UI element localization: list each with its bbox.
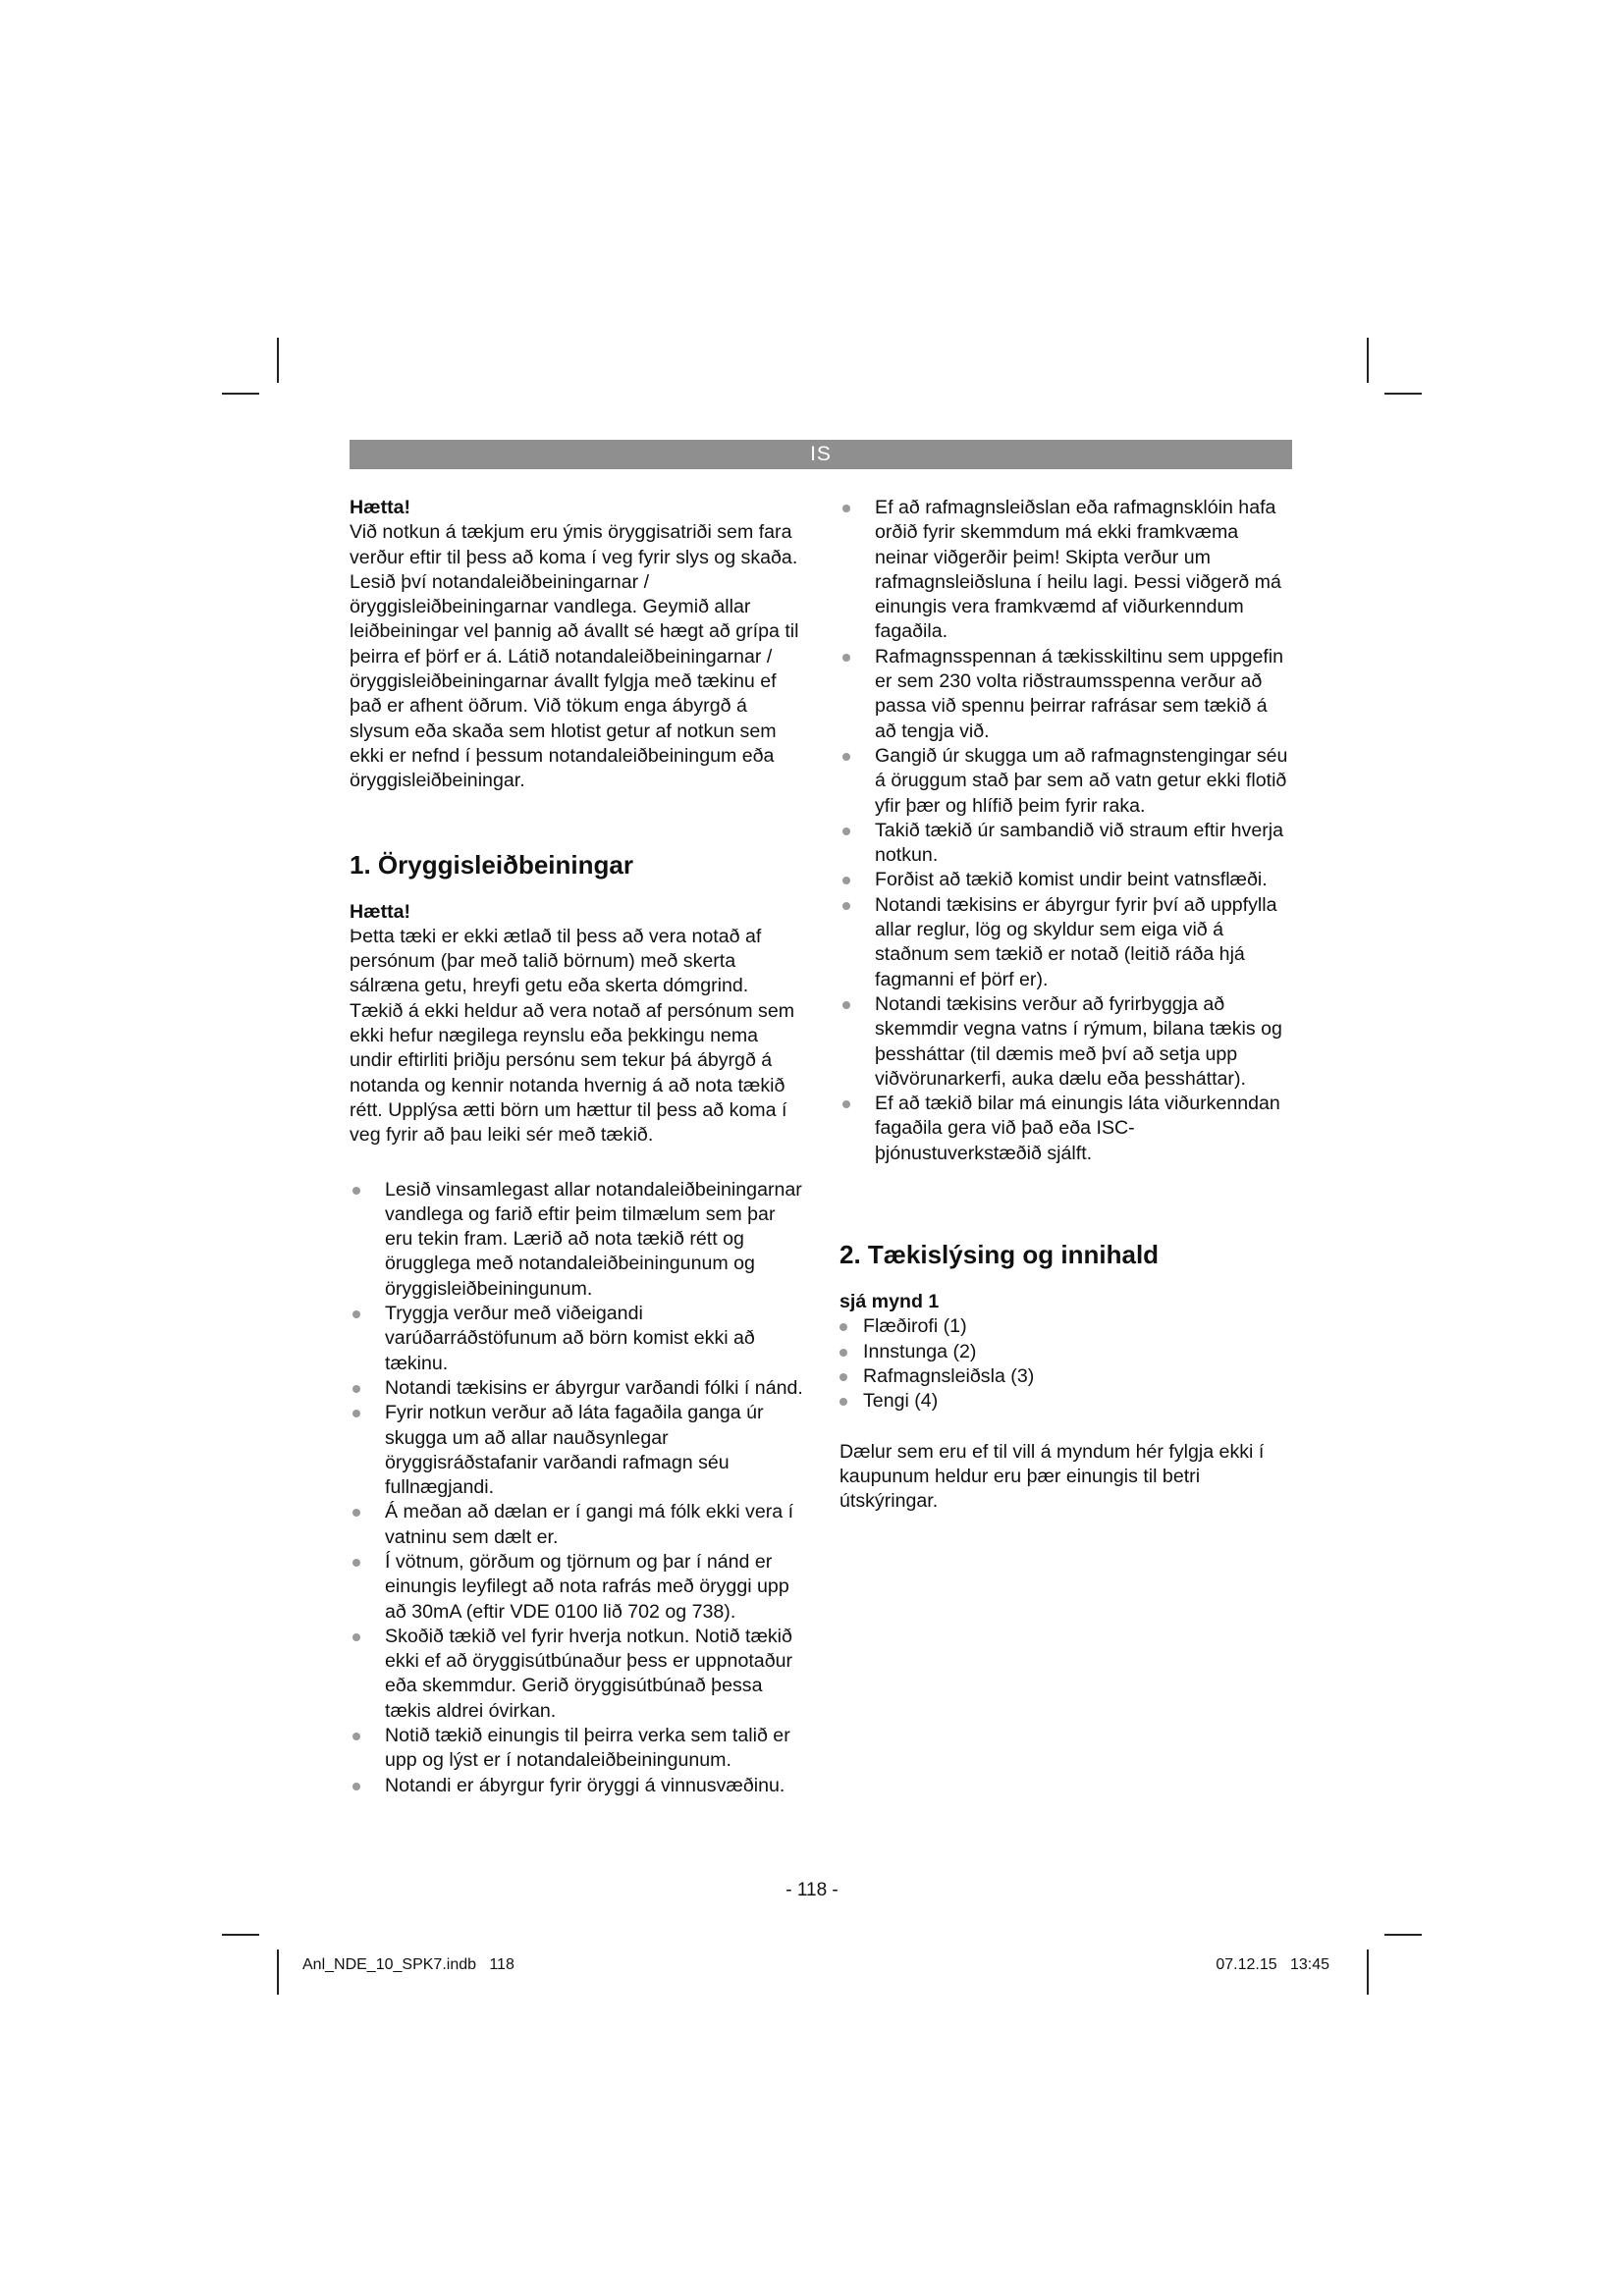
bullet-icon (839, 1373, 847, 1381)
page-number: - 118 - (785, 1880, 839, 1900)
list-item: Notandi tækisins er ábyrgur varðandi fólki í nánd. (350, 1376, 803, 1401)
language-header-bar (350, 440, 1292, 469)
list-item: Í vötnum, görðum og tjörnum og þar í nánd er einungis leyfilegt að nota rafrás með öryggi upp að 30mA (eftir VDE 0100 lið 702 og 738). (350, 1550, 803, 1625)
bullet-icon (352, 1509, 360, 1517)
bullet-icon (352, 1633, 360, 1641)
section-1-warning-text: Þetta tæki er ekki ætlað til þess að vera notað af persónum (þar með talið börnum) með skerta sálræna getu, hreyfi getu eða skerta dómgrind. Tækið á ekki heldur að vera notað af persónum sem ekki hefur nægilega reynslu eða þekkingu nema undir eftirliti þriðju persónu sem tekur þá ábyrgð á notanda og kennir notanda hvernig á að nota tækið rétt. Upplýsa ætti börn um hættur til þess að koma í veg fyrir að þau leiki sér með tækið. (350, 925, 795, 1147)
list-item: Flæðirofi (1) (839, 1314, 1293, 1339)
crop-mark (277, 338, 279, 383)
list-item: Notandi tækisins verður að fyrirbyggja að skemmdir vegna vatns í rýmum, bilana tækis og þessháttar (til dæmis með því að setja upp viðvörunarkerfi, auka dælu eða þessháttar). (839, 992, 1293, 1092)
crop-mark (1367, 1949, 1369, 1995)
list-item: Ef að rafmagnsleiðslan eða rafmagnsklóin hafa orðið fyrir skemmdum má ekki framkvæma neinar viðgerðir þeim! Skipta verður um rafmagnsleiðsluna í heilu lagi. Þessi viðgerð má einungis vera framkvæmd af viðurkenndum fagaðila. (839, 496, 1293, 645)
list-item: Notandi tækisins er ábyrgur fyrir því að uppfylla allar reglur, lög og skyldur sem eiga við á staðnum sem tækið er notað (leitið ráða hjá fagmanni ef þörf er). (839, 893, 1293, 992)
list-item: Notandi er ábyrgur fyrir öryggi á vinnusvæðinu. (350, 1774, 803, 1798)
bullet-icon (842, 753, 850, 761)
bullet-icon (352, 1783, 360, 1790)
list-item: Fyrir notkun verður að láta fagaðila ganga úr skugga um að allar nauðsynlegar öryggisráðstafanir varðandi rafmagn séu fullnægjandi. (350, 1401, 803, 1500)
bullet-icon (842, 902, 850, 910)
bullet-icon (842, 1100, 850, 1108)
right-column (839, 496, 1293, 1514)
bullet-icon (842, 877, 850, 884)
bullet-icon (839, 1398, 847, 1406)
list-item: Tengi (4) (839, 1389, 1293, 1414)
bullet-icon (842, 654, 850, 662)
bullet-icon (839, 1323, 847, 1331)
file-label: Anl_NDE_10_SPK7.indb 118 (302, 1956, 514, 1973)
list-item: Ef að tækið bilar má einungis láta viðurkenndan fagaðila gera við það eða ISC-þjónustuverkstæðið sjálft. (839, 1092, 1293, 1166)
list-item: Tryggja verður með viðeigandi varúðarráðstöfunum að börn komist ekki að tækinu. (350, 1302, 803, 1376)
crop-mark (222, 1934, 259, 1936)
section-1-warning-title: Hætta! (350, 900, 411, 923)
list-item: Gangið úr skugga um að rafmagnstengingar séu á öruggum stað þar sem að vatn getur ekki flotið yfir þær og hlífið þeim fyrir raka. (839, 744, 1293, 819)
list-item: Rafmagnsleiðsla (3) (839, 1364, 1293, 1389)
list-item: Lesið vinsamlegast allar notandaleiðbeiningarnar vandlega og farið eftir þeim tilmælum sem þar eru tekin fram. Lærið að nota tækið rétt og örugglega með notandaleiðbeiningunum og öryggisleiðbeiningunum. (350, 1178, 803, 1302)
intro-warning-title: Hætta! (350, 497, 411, 518)
list-item: Takið tækið úr sambandið við straum eftir hverja notkun. (839, 819, 1293, 869)
intro-warning-text: Við notkun á tækjum eru ýmis öryggisatriði sem fara verður eftir til þess að koma í veg fyrir slys og skaða. Lesið því notandaleiðbeiningarnar / öryggisleiðbeiningarnar vandlega. Geymið allar leiðbeiningar vel þannig að ávallt sé hægt að grípa til þeirra ef þörf er á. Látið notandaleiðbeiningarnar / öryggisleiðbeiningarnar ávallt fylgja með tækinu ef það er afhent öðrum. Við tökum enga ábyrgð á slysum eða skaða sem hlotist getur af notkun sem ekki er nefnd í þessum notandaleiðbeiningum eða öryggisleiðbeiningar. (350, 521, 799, 792)
safety-bullet-list-continued (839, 496, 1293, 1166)
list-item: Skoðið tækið vel fyrir hverja notkun. Notið tækið ekki ef að öryggisútbúnaður þess er uppnotaður eða skemmdur. Gerið öryggisútbúnað þessa tækis aldrei óvirkan. (350, 1625, 803, 1724)
crop-mark (1367, 338, 1369, 383)
list-item: Forðist að tækið komist undir beint vatnsflæði. (839, 868, 1293, 892)
bullet-icon (352, 1310, 360, 1318)
crop-mark (277, 1949, 279, 1995)
section-1-heading: 1. Öryggisleiðbeiningar (350, 849, 633, 880)
bullet-icon (352, 1733, 360, 1740)
crop-mark (222, 393, 259, 395)
list-item: Rafmagnsspennan á tækisskiltinu sem uppgefin er sem 230 volta riðstraumsspenna verður að passa við spennu þeirrar rafrásar sem tækið á að tengja við. (839, 645, 1293, 744)
parts-list (839, 1314, 1293, 1414)
bullet-icon (352, 1410, 360, 1417)
language-code: IS (810, 443, 832, 465)
bullet-icon (839, 1349, 847, 1357)
list-item: Á meðan að dælan er í gangi má fólk ekki vera í vatninu sem dælt er. (350, 1500, 803, 1550)
section-2-heading: 2. Tækislýsing og innihald (839, 1240, 1160, 1270)
crop-mark (1384, 1934, 1422, 1936)
bullet-icon (842, 505, 850, 512)
crop-mark (1384, 393, 1422, 395)
left-column (350, 496, 803, 1798)
safety-bullet-list (350, 1178, 803, 1798)
section-2-note: Dælur sem eru ef til vill á myndum hér fylgja ekki í kaupunum heldur eru þær einungis til betri útskýringar. (839, 1440, 1265, 1513)
bullet-icon (352, 1385, 360, 1393)
bullet-icon (352, 1559, 360, 1567)
bullet-icon (842, 828, 850, 835)
section-2-subtitle: sjá mynd 1 (839, 1291, 940, 1313)
bullet-icon (352, 1187, 360, 1195)
list-item: Notið tækið einungis til þeirra verka sem talið er upp og lýst er í notandaleiðbeiningunum. (350, 1724, 803, 1774)
bullet-icon (842, 1001, 850, 1009)
print-timestamp: 07.12.15 13:45 (1216, 1956, 1329, 1973)
list-item: Innstunga (2) (839, 1340, 1293, 1364)
